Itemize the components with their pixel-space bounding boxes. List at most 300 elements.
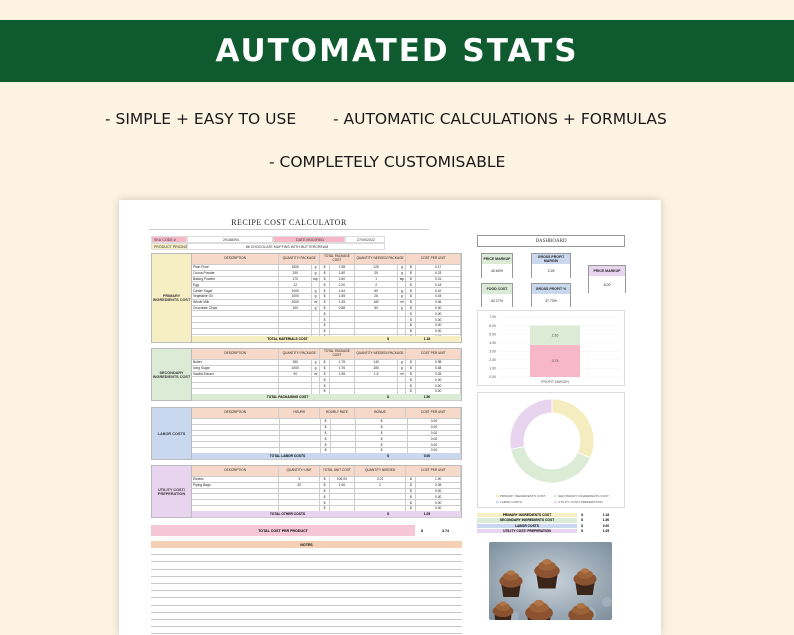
table-cell[interactable]: ml — [398, 300, 406, 305]
table-cell[interactable]: $ — [320, 377, 330, 382]
table-cell[interactable] — [279, 311, 312, 316]
table-cell[interactable] — [355, 494, 407, 499]
table-cell[interactable]: 2 — [355, 282, 399, 287]
price-markup-2-card — [588, 265, 626, 293]
table-cell[interactable]: $ — [406, 494, 416, 499]
cupcake-frosting — [543, 559, 552, 565]
table-cell[interactable] — [312, 383, 320, 388]
summary-currency: $ — [581, 513, 583, 518]
table-cell[interactable]: 0.98 — [416, 360, 461, 365]
table-cell[interactable] — [192, 311, 279, 316]
table-cell[interactable]: g — [312, 366, 320, 371]
table-cell[interactable]: 2.60 — [330, 277, 355, 282]
secondary-section-label: SECONDARY INGREDIENTS COST — [152, 349, 192, 400]
table-cell[interactable]: g — [398, 288, 406, 293]
table-cell[interactable]: 0.01 — [416, 277, 461, 282]
table-cell[interactable]: $ — [320, 389, 330, 394]
table-cell[interactable]: $ — [406, 477, 416, 482]
table-cell[interactable] — [398, 323, 406, 328]
table-cell[interactable]: $ — [320, 360, 330, 365]
table-cell[interactable]: $ — [321, 448, 331, 453]
pricing-value[interactable]: 86 CHOCOLATE MUFFINS WITH BUTTERCREAM — [187, 243, 385, 250]
table-cell[interactable]: $ — [406, 317, 416, 322]
dashboard-title: DASHBOARD — [477, 235, 625, 247]
table-cell[interactable] — [312, 317, 320, 322]
table-cell[interactable]: 1.06 — [330, 483, 355, 488]
table-cell[interactable]: $ — [320, 383, 330, 388]
table-cell[interactable] — [192, 494, 279, 499]
table-cell[interactable] — [331, 436, 356, 441]
table-cell[interactable] — [192, 329, 279, 334]
table-cell[interactable] — [280, 425, 321, 430]
table-cell[interactable]: $ — [321, 431, 331, 436]
table-cell[interactable]: 0.00 — [416, 489, 461, 494]
table-cell[interactable]: $ — [406, 294, 416, 299]
table-cell[interactable]: 100 — [279, 306, 312, 311]
table-cell[interactable]: Chocolate Chips — [192, 306, 279, 311]
table-cell[interactable]: Icing Sugar — [192, 366, 279, 371]
primary-header-row — [192, 254, 461, 265]
notes-lines[interactable] — [151, 548, 462, 634]
table-cell[interactable]: $ — [320, 277, 330, 282]
table-cell[interactable]: 20 — [279, 483, 320, 488]
table-cell[interactable]: 0.05 — [416, 372, 461, 377]
table-cell[interactable]: $ — [406, 306, 416, 311]
table-cell[interactable]: g — [398, 366, 406, 371]
table-cell[interactable]: $ — [320, 282, 330, 287]
gross-profit-pct-value: 37.73% — [532, 294, 570, 307]
table-cell[interactable] — [330, 489, 355, 494]
table-cell[interactable]: 1.55 — [330, 294, 355, 299]
table-cell[interactable] — [279, 329, 312, 334]
table-cell[interactable]: $ — [320, 477, 330, 482]
table-cell[interactable]: 0.00 — [416, 383, 461, 388]
table-cell[interactable]: 2.20 — [330, 282, 355, 287]
table-cell[interactable] — [330, 383, 355, 388]
table-cell[interactable]: 0.00 — [416, 317, 461, 322]
table-cell[interactable]: 0.00 — [408, 442, 461, 447]
table-cell[interactable]: 50 — [355, 306, 399, 311]
table-cell[interactable]: g — [312, 288, 320, 293]
table-cell[interactable]: 200 — [279, 271, 312, 276]
secondary-header-row — [192, 349, 461, 360]
table-cell[interactable]: $ — [320, 300, 330, 305]
table-cell[interactable] — [398, 317, 406, 322]
table-cell[interactable]: 0.00 — [408, 431, 461, 436]
table-cell[interactable]: $ — [320, 372, 330, 377]
table-cell[interactable] — [312, 311, 320, 316]
utility-costs-section — [151, 465, 462, 518]
table-cell[interactable]: 0.17 — [416, 265, 461, 270]
table-cell[interactable]: tsp — [398, 277, 406, 282]
table-cell[interactable]: 2 — [355, 483, 407, 488]
table-cell[interactable] — [192, 425, 280, 430]
table-cell[interactable]: 1.35 — [330, 300, 355, 305]
gross-profit-margin-card — [531, 253, 571, 278]
notes-line[interactable] — [151, 555, 462, 562]
table-cell[interactable]: Piping Bags — [192, 483, 279, 488]
table-cell[interactable] — [330, 311, 355, 316]
labor-header-cell: DESCRIPTION — [192, 408, 279, 418]
summary-currency: $ — [581, 523, 583, 528]
secondary-total-value: 1.50 — [423, 395, 431, 399]
table-cell[interactable]: ml — [312, 300, 320, 305]
table-cell[interactable]: g — [312, 294, 320, 299]
table-cell[interactable] — [355, 377, 399, 382]
donut-slice — [510, 399, 552, 449]
table-cell[interactable]: ml — [398, 372, 406, 377]
table-cell[interactable]: $ — [320, 271, 330, 276]
notes-line[interactable] — [151, 577, 462, 584]
summary-value: 1.18 — [602, 513, 610, 518]
table-cell[interactable] — [331, 442, 356, 447]
table-cell[interactable] — [192, 500, 279, 505]
table-cell[interactable]: 0.00 — [416, 494, 461, 499]
table-cell[interactable]: 0.40 — [416, 306, 461, 311]
summary-row — [477, 529, 625, 534]
table-cell[interactable]: $ — [406, 360, 416, 365]
summary-value: 1.05 — [602, 529, 610, 534]
table-cell[interactable] — [279, 494, 320, 499]
table-cell[interactable]: 170 — [279, 277, 312, 282]
table-cell[interactable]: $ — [320, 306, 330, 311]
table-cell[interactable]: Electric — [192, 477, 279, 482]
primary-header-cell: QUANTITY/ PACKAGE — [279, 254, 320, 264]
cupcake-frosting — [534, 600, 544, 606]
table-cell[interactable]: $ — [406, 389, 416, 394]
table-cell[interactable]: Caster Sugar — [192, 288, 279, 293]
table-cell[interactable]: 0.48 — [416, 366, 461, 371]
cost-breakdown-chart-svg — [478, 393, 626, 509]
table-cell[interactable]: $ — [320, 265, 330, 270]
table-cell[interactable]: 125 — [355, 265, 399, 270]
table-cell[interactable]: $ — [406, 265, 416, 270]
table-cell[interactable]: 0.00 — [416, 500, 461, 505]
table-cell[interactable]: Plain Flour — [192, 265, 279, 270]
sku-label: SKU CODE # — [151, 236, 187, 243]
table-cell[interactable] — [312, 377, 320, 382]
secondary-total-label: TOTAL PACKAGING COST — [266, 395, 309, 399]
table-cell[interactable]: $ — [321, 425, 331, 430]
table-cell[interactable]: 0.05 — [416, 483, 461, 488]
table-cell[interactable]: Egg — [192, 282, 279, 287]
table-cell[interactable] — [330, 323, 355, 328]
table-cell[interactable]: g — [312, 360, 320, 365]
table-cell[interactable]: Baking Powder — [192, 277, 279, 282]
date-value[interactable]: 27/09/2022 — [345, 236, 385, 243]
summary-value: 1.50 — [602, 518, 610, 523]
table-cell[interactable]: $ — [406, 282, 416, 287]
table-cell[interactable]: 3 — [279, 477, 320, 482]
y-tick-label: 3.00 — [489, 349, 496, 354]
cost-summary-table — [477, 513, 625, 534]
table-cell[interactable] — [192, 431, 280, 436]
notes-line[interactable] — [151, 584, 462, 591]
table-cell[interactable]: 0.00 — [416, 323, 461, 328]
table-cell[interactable] — [312, 282, 320, 287]
table-cell[interactable]: $ — [406, 483, 416, 488]
table-cell[interactable]: g — [312, 306, 320, 311]
primary-total-value: 1.18 — [423, 337, 431, 341]
table-cell[interactable]: 1.98 — [330, 265, 355, 270]
table-cell[interactable] — [280, 436, 321, 441]
price-markup-2-label: PRICE MARKUP — [593, 269, 621, 273]
y-tick-label: 0.00 — [489, 375, 496, 380]
table-cell[interactable]: Whole Milk — [192, 300, 279, 305]
legend-swatch — [496, 495, 499, 498]
table-cell[interactable]: $ — [320, 323, 330, 328]
table-cell[interactable]: 1000 — [279, 288, 312, 293]
primary-ingredients-section — [151, 253, 462, 343]
table-cell[interactable]: $ — [406, 366, 416, 371]
primary-total-label: TOTAL MATERIALS COST — [267, 337, 308, 341]
table-cell[interactable]: $ — [356, 436, 408, 441]
table-cell[interactable]: $ — [320, 294, 330, 299]
table-cell[interactable] — [280, 419, 321, 424]
notes-line[interactable] — [151, 591, 462, 598]
table-cell[interactable]: 60 — [355, 288, 399, 293]
table-cell[interactable]: 0.88 — [330, 306, 355, 311]
labor-header-row — [192, 408, 461, 419]
table-cell[interactable] — [398, 383, 406, 388]
table-cell[interactable]: $ — [406, 377, 416, 382]
table-cell[interactable]: $ — [320, 500, 330, 505]
table-cell[interactable]: $ — [406, 300, 416, 305]
table-cell[interactable]: 25 — [355, 271, 399, 276]
table-cell[interactable]: 180 — [355, 300, 399, 305]
table-cell[interactable]: 12 — [279, 282, 312, 287]
table-cell[interactable]: $ — [406, 372, 416, 377]
table-cell[interactable]: 0.00 — [408, 436, 461, 441]
price-markup-2-value: 6.00 — [589, 276, 625, 293]
notes-line[interactable] — [151, 613, 462, 620]
table-cell[interactable] — [192, 317, 279, 322]
table-cell[interactable]: $ — [406, 271, 416, 276]
table-cell[interactable]: 0.00 — [416, 329, 461, 334]
table-cell[interactable] — [331, 425, 356, 430]
table-cell[interactable]: 140 — [355, 360, 399, 365]
table-cell[interactable]: $ — [406, 383, 416, 388]
table-cell[interactable]: 1 — [355, 277, 399, 282]
legend-swatch — [554, 501, 557, 504]
table-cell[interactable] — [312, 323, 320, 328]
table-cell[interactable]: Vanilla Extract — [192, 372, 279, 377]
table-cell[interactable] — [280, 442, 321, 447]
notes-line[interactable] — [151, 570, 462, 577]
table-cell[interactable]: $ — [406, 506, 416, 511]
table-cell[interactable]: $ — [320, 317, 330, 322]
table-cell[interactable] — [355, 311, 399, 316]
table-cell[interactable] — [279, 377, 312, 382]
secondary-header-cell: COST PER UNIT — [406, 349, 461, 359]
table-cell[interactable]: $ — [356, 425, 408, 430]
banner-title: AUTOMATED STATS — [215, 33, 579, 69]
summary-label: PRIMARY INGREDIENTS COST — [477, 513, 577, 517]
labor-table — [192, 408, 461, 460]
table-cell[interactable] — [355, 329, 399, 334]
table-cell[interactable]: $ — [320, 494, 330, 499]
table-cell[interactable]: $ — [321, 436, 331, 441]
table-cell[interactable]: 90 — [279, 372, 312, 377]
table-cell[interactable] — [398, 329, 406, 334]
table-cell[interactable]: 1.5 — [355, 372, 399, 377]
table-cell[interactable] — [192, 419, 280, 424]
table-cell[interactable] — [355, 317, 399, 322]
table-cell[interactable]: $ — [406, 489, 416, 494]
table-cell[interactable]: 250 — [279, 360, 312, 365]
table-cell[interactable]: ml — [312, 372, 320, 377]
table-cell[interactable] — [330, 329, 355, 334]
table-cell[interactable]: 0.00 — [408, 425, 461, 430]
table-cell[interactable]: $ — [320, 483, 330, 488]
table-cell[interactable]: 280 — [355, 366, 399, 371]
summary-label: LABOR COSTS — [477, 524, 577, 528]
table-cell[interactable] — [279, 489, 320, 494]
table-cell[interactable]: 0.01 — [355, 477, 407, 482]
table-cell[interactable]: $ — [406, 311, 416, 316]
table-cell[interactable]: 1.64 — [330, 288, 355, 293]
table-cell[interactable]: 0.00 — [408, 448, 461, 453]
table-cell[interactable]: 0.04 — [416, 294, 461, 299]
table-cell[interactable]: $ — [356, 448, 408, 453]
feature-simple: - SIMPLE + EASY TO USE — [105, 110, 297, 128]
table-cell[interactable]: $ — [406, 323, 416, 328]
table-cell[interactable]: $ — [320, 288, 330, 293]
table-cell[interactable]: $ — [320, 329, 330, 334]
summary-currency: $ — [581, 529, 583, 534]
gross-profit-margin-value: 2.28 — [532, 264, 570, 278]
table-cell[interactable]: 26 — [355, 294, 399, 299]
notes-line[interactable] — [151, 548, 462, 555]
table-cell[interactable]: g — [398, 306, 406, 311]
table-cell[interactable] — [192, 383, 279, 388]
table-cell[interactable] — [192, 442, 280, 447]
table-cell[interactable] — [330, 500, 355, 505]
notes-line[interactable] — [151, 562, 462, 569]
table-cell[interactable]: g — [398, 265, 406, 270]
table-cell[interactable] — [192, 489, 279, 494]
table-cell[interactable] — [279, 383, 312, 388]
grand-total-row: TOTAL COST PER PRODUCT $ 3.74 — [151, 525, 462, 536]
table-cell[interactable]: $ — [406, 277, 416, 282]
labor-total-row: TOTAL LABOR COSTS $ 0.00 — [192, 453, 461, 459]
table-cell[interactable] — [331, 419, 356, 424]
table-cell[interactable] — [331, 431, 356, 436]
table-cell[interactable]: 1500 — [279, 265, 312, 270]
table-cell[interactable] — [330, 494, 355, 499]
table-cell[interactable]: 0.00 — [416, 389, 461, 394]
table-cell[interactable]: $ — [406, 288, 416, 293]
table-cell[interactable] — [312, 329, 320, 334]
table-cell[interactable]: $ — [321, 419, 331, 424]
pricing-row — [151, 243, 385, 250]
table-cell[interactable]: $ — [321, 442, 331, 447]
table-cell[interactable] — [398, 282, 406, 287]
table-cell[interactable] — [355, 383, 399, 388]
table-cell[interactable]: $ — [320, 311, 330, 316]
notes-line[interactable] — [151, 627, 462, 634]
table-cell[interactable]: 106.00 — [330, 477, 355, 482]
labor-total-value: 0.00 — [423, 454, 431, 458]
table-cell[interactable]: Cocoa Powder — [192, 271, 279, 276]
notes-line[interactable] — [151, 606, 462, 613]
table-cell[interactable]: 1.75 — [330, 360, 355, 365]
table-cell[interactable]: 0.00 — [416, 311, 461, 316]
table-cell[interactable]: 1000 — [279, 366, 312, 371]
table-cell[interactable]: $ — [356, 431, 408, 436]
table-cell[interactable]: g — [312, 265, 320, 270]
table-cell[interactable]: 0.00 — [416, 377, 461, 382]
donut-slice — [552, 399, 594, 458]
table-cell[interactable] — [398, 311, 406, 316]
utility-header-cell: QUANTITY/ UNIT — [279, 466, 320, 476]
table-cell[interactable]: 1000 — [279, 294, 312, 299]
table-cell[interactable] — [279, 500, 320, 505]
table-cell[interactable]: Vegetable Oil — [192, 294, 279, 299]
table-cell[interactable]: $ — [356, 442, 408, 447]
table-cell[interactable]: 0.00 — [416, 506, 461, 511]
sheet-title: RECIPE COST CALCULATOR — [149, 218, 429, 230]
table-cell[interactable]: tsp — [312, 277, 320, 282]
table-cell[interactable]: g — [398, 360, 406, 365]
table-cell[interactable] — [398, 377, 406, 382]
table-cell[interactable]: $ — [406, 329, 416, 334]
table-cell[interactable] — [280, 431, 321, 436]
sku-row — [151, 236, 385, 243]
table-cell[interactable]: 0.18 — [416, 282, 461, 287]
notes-line[interactable] — [151, 598, 462, 605]
table-cell[interactable] — [192, 377, 279, 382]
table-cell[interactable]: g — [398, 294, 406, 299]
table-cell[interactable] — [355, 323, 399, 328]
table-cell[interactable]: 2000 — [279, 300, 312, 305]
table-cell[interactable]: $ — [320, 489, 330, 494]
legend-swatch — [496, 501, 499, 504]
notes-line[interactable] — [151, 620, 462, 627]
table-cell[interactable]: g — [312, 271, 320, 276]
table-cell[interactable]: 1.00 — [416, 477, 461, 482]
table-cell[interactable]: $ — [356, 419, 408, 424]
table-cell[interactable]: 0.00 — [408, 419, 461, 424]
notes-header: NOTES — [151, 541, 462, 548]
table-cell[interactable] — [330, 377, 355, 382]
table-cell[interactable] — [355, 500, 407, 505]
table-cell[interactable]: 1.76 — [330, 366, 355, 371]
table-cell[interactable]: 1.80 — [330, 271, 355, 276]
table-cell[interactable]: $ — [320, 366, 330, 371]
table-cell[interactable]: g — [398, 271, 406, 276]
table-cell[interactable] — [355, 489, 407, 494]
spreadsheet-preview — [119, 200, 661, 635]
table-cell[interactable] — [192, 323, 279, 328]
table-cell[interactable] — [192, 436, 280, 441]
table-cell[interactable]: 0.06 — [416, 300, 461, 305]
sku-value[interactable]: 29188094 — [187, 236, 273, 243]
table-cell[interactable]: Butter — [192, 360, 279, 365]
y-tick-label: 5.00 — [489, 332, 496, 337]
table-cell[interactable]: $ — [406, 500, 416, 505]
table-cell[interactable] — [279, 323, 312, 328]
table-cell[interactable] — [330, 317, 355, 322]
table-cell[interactable]: 0.10 — [416, 288, 461, 293]
table-cell[interactable]: 0.23 — [416, 271, 461, 276]
table-cell[interactable] — [279, 317, 312, 322]
table-cell[interactable]: $ — [320, 506, 330, 511]
labor-total-label: TOTAL LABOR COSTS — [269, 454, 306, 458]
utility-header-cell: QUANTITY NEEDED — [355, 466, 407, 476]
secondary-header-cell: QUANTITY/ PACKAGE — [279, 349, 320, 359]
table-cell[interactable]: 1.95 — [330, 372, 355, 377]
